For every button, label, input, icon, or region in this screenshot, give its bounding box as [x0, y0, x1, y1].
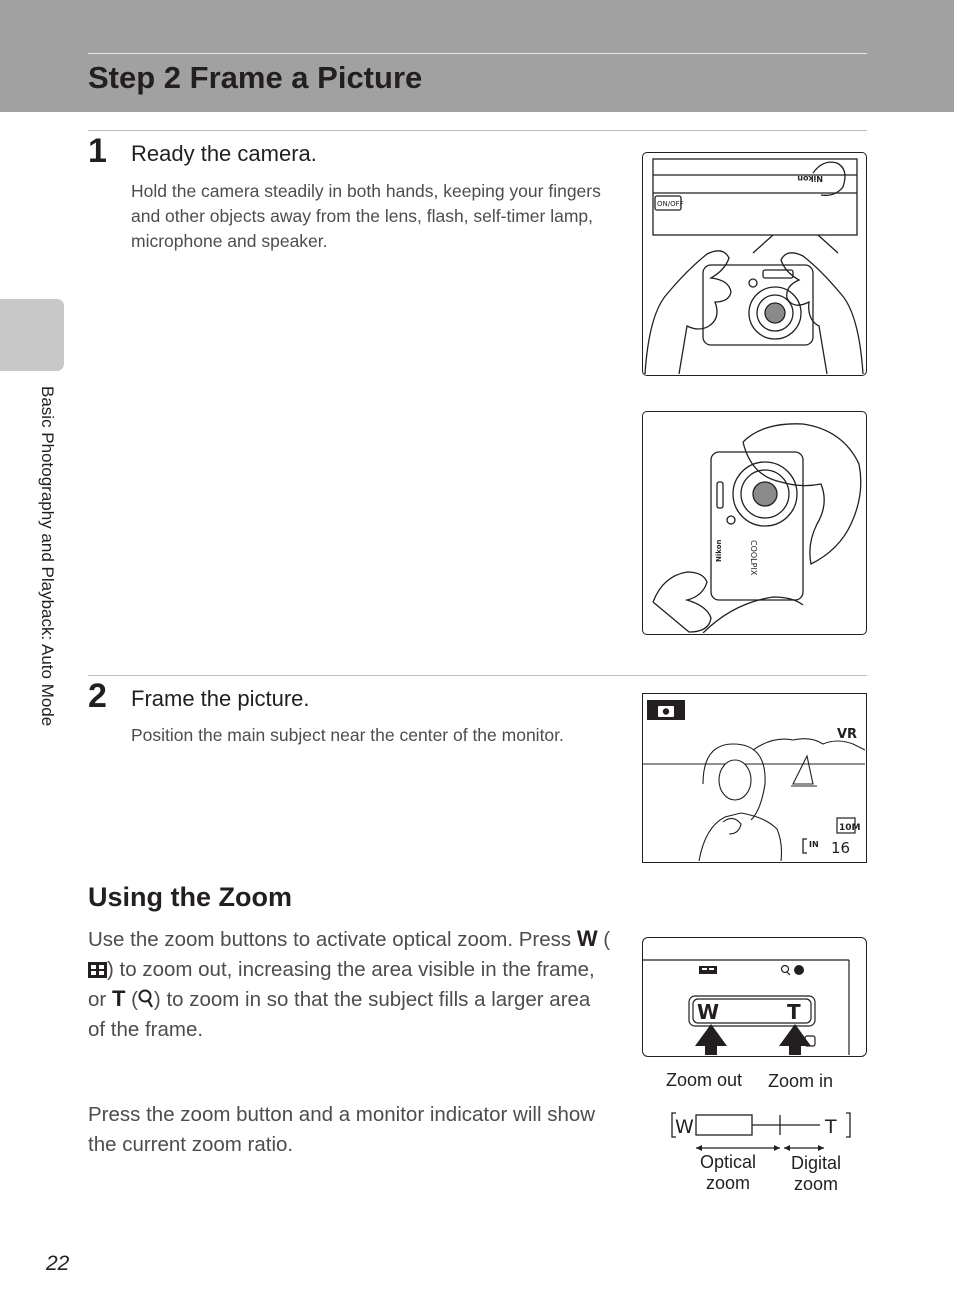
chapter-tab [0, 299, 64, 371]
digital-zoom-label [784, 1153, 848, 1195]
zoom-buttons-illustration [642, 937, 867, 1057]
optical-zoom-line-1: Optical [699, 1152, 757, 1172]
chapter-tab-label: Basic Photography and Playback: Auto Mode [38, 386, 57, 727]
zoom-paragraph-1: Use the zoom buttons to activate optical zoom. Press W () to zoom out, increasing the area visible in the frame, or T ( ) to zoom in so that the subject fills a larger area of the frame. [88, 926, 611, 1041]
zoom-para-1-a: Use the zoom buttons to activate optical zoom. Press [88, 928, 577, 951]
vr-indicator: VR [837, 727, 858, 742]
camera-hands-drawing [643, 153, 865, 374]
digital-zoom-line-1: Digital [790, 1153, 842, 1173]
key-w: W [576, 926, 598, 951]
zoom-in-label: Zoom in [768, 1071, 834, 1091]
exposures-remaining: 16 [831, 839, 851, 857]
zoom-out-label: Zoom out [666, 1070, 743, 1090]
zoom-out-arrow-icon [695, 1024, 727, 1055]
key-t: T [111, 986, 126, 1011]
step-2-rule [88, 675, 867, 676]
zoom-para-1-c: ) to zoom in so that the subject fills a larger area of the frame. [88, 988, 591, 1041]
power-label-text: ON/OFF [657, 200, 684, 208]
step-2-heading: Frame the picture. [131, 686, 310, 711]
page-title: Step 2 Frame a Picture [88, 60, 423, 95]
camera-brand-text: Nikon [797, 174, 823, 183]
zoom-t-button-label: T [787, 1000, 801, 1024]
memory-indicator: IN [809, 840, 819, 849]
model-name-text: COOLPIX [749, 540, 758, 576]
wide-angle-icon [88, 962, 107, 978]
page-number: 22 [46, 1252, 70, 1275]
step-1-rule [88, 130, 867, 131]
zoom-in-arrow-icon [779, 1024, 811, 1055]
step-2-number: 2 [88, 677, 107, 715]
magnify-icon [138, 989, 154, 1009]
header-rule [88, 53, 867, 54]
indicator-w-label: W [675, 1116, 694, 1138]
camera-vertical-drawing [643, 412, 865, 633]
monitor-preview-drawing [643, 694, 865, 861]
zoom-paragraph-2: Press the zoom button and a monitor indicator will show the current zoom ratio. [88, 1103, 596, 1156]
step-1-heading: Ready the camera. [131, 141, 317, 166]
step-2-body: Position the main subject near the center of the monitor. [131, 725, 564, 745]
step-1-body: Hold the camera steadily in both hands, keeping your fingers and other objects away from the lens, flash, self-timer lamp, microphone and speaker. [131, 181, 601, 251]
zoom-para-1-b: ) to zoom out, increasing the area visible in the frame, or [88, 957, 595, 1011]
step-1-number: 1 [88, 132, 107, 170]
monitor-preview-illustration [642, 693, 867, 863]
image-size-indicator: 10M [839, 823, 861, 833]
camera-vertical-illustration [642, 411, 867, 635]
zoom-w-button-label: W [697, 1000, 720, 1024]
camera-hands-illustration [642, 152, 867, 376]
front-brand-text: Nikon [715, 539, 723, 562]
optical-zoom-label [694, 1152, 762, 1194]
optical-zoom-line-2: zoom [705, 1173, 750, 1193]
zoom-buttons-drawing [643, 938, 865, 1055]
indicator-t-label: T [825, 1116, 837, 1138]
digital-zoom-line-2: zoom [793, 1174, 838, 1194]
zoom-section-title: Using the Zoom [88, 882, 292, 912]
